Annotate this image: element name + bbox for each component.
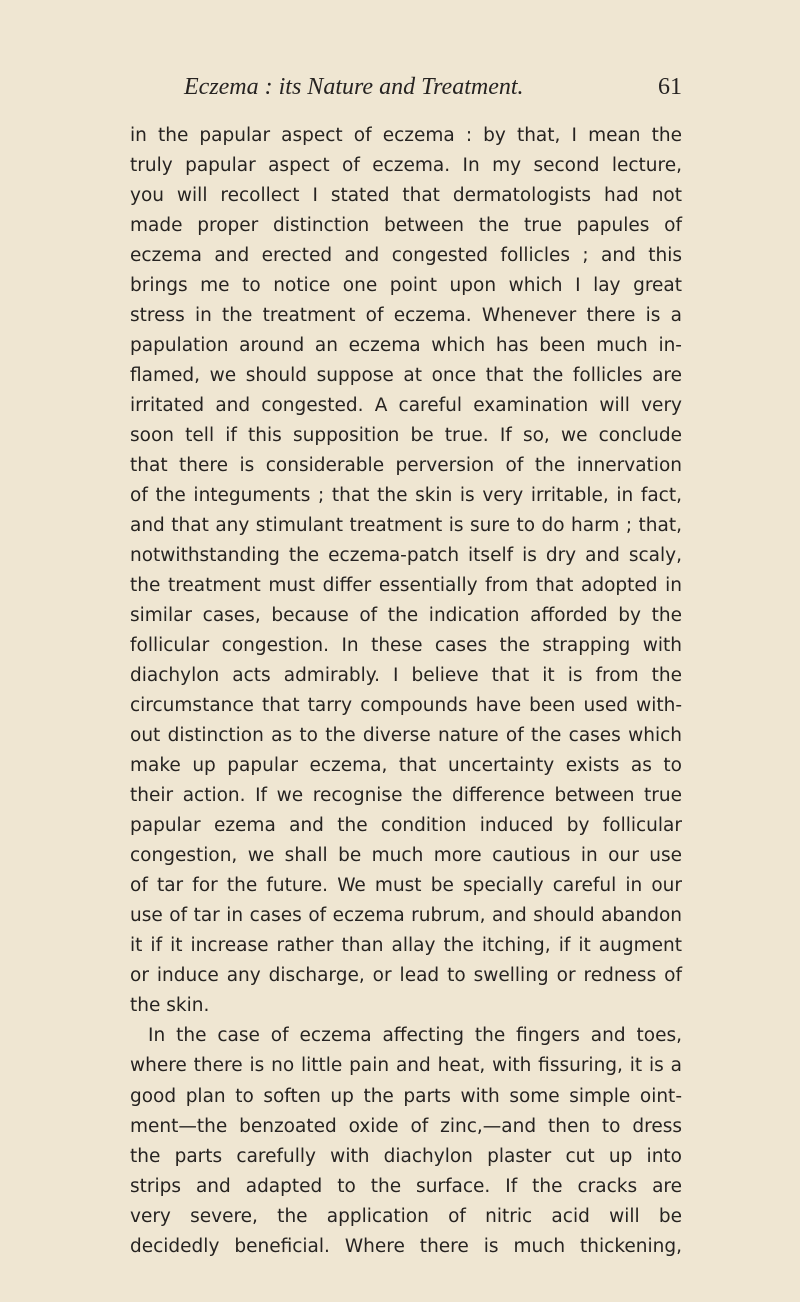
text-line: irritated and congested. A careful examination will very — [130, 395, 682, 417]
text-line: ment—the benzoated oxide of zinc,—and then to dress — [130, 1115, 682, 1137]
text-line: made proper distinction between the true papules of — [130, 215, 682, 237]
text-line: truly papular aspect of eczema. In my second lecture, — [130, 155, 682, 177]
text-line: papulation around an eczema which has been much in- — [130, 335, 682, 357]
text-line: their action. If we recognise the difference between true — [130, 785, 682, 807]
text-line: of the integuments ; that the skin is very irritable, in fact, — [130, 485, 682, 507]
text-line: very severe, the application of nitric acid will be — [130, 1205, 682, 1227]
text-line: good plan to soften up the parts with some simple oint- — [130, 1085, 682, 1107]
text-line: similar cases, because of the indication afforded by the — [130, 605, 682, 627]
text-line: where there is no little pain and heat, with fissuring, it is a — [130, 1055, 682, 1077]
text-line: flamed, we should suppose at once that the follicles are — [130, 365, 682, 387]
text-line: you will recollect I stated that dermatologists had not — [130, 185, 682, 207]
text-line: make up papular eczema, that uncertainty exists as to — [130, 755, 682, 777]
text-line: follicular congestion. In these cases the strapping with — [130, 635, 682, 657]
body-text — [130, 121, 682, 1262]
text-line: it if it increase rather than allay the itching, if it augment — [130, 935, 682, 957]
text-line: in the papular aspect of eczema : by that, I mean the — [130, 125, 682, 146]
text-line: eczema and erected and congested follicles ; and this — [130, 245, 682, 267]
text-line: circumstance that tarry compounds have been used with- — [130, 695, 682, 717]
text-line: decidedly beneficial. Where there is much thickening, — [130, 1235, 682, 1257]
text-line: use of tar in cases of eczema rubrum, and should abandon — [130, 905, 682, 927]
text-line: or induce any discharge, or lead to swelling or redness of — [130, 965, 682, 987]
text-line: out distinction as to the diverse nature of the cases which — [130, 725, 682, 747]
text-line: soon tell if this supposition be true. If so, we conclude — [130, 425, 682, 447]
running-title: Eczema : its Nature and Treatment. — [184, 74, 524, 100]
text-line: notwithstanding the eczema-patch itself is dry and scaly, — [130, 545, 682, 567]
running-header — [184, 72, 682, 102]
text-line: of tar for the future. We must be specially careful in our — [130, 875, 682, 897]
text-line: In the case of eczema affecting the fingers and toes, — [148, 1025, 682, 1047]
text-line: strips and adapted to the surface. If the cracks are — [130, 1175, 682, 1197]
page-number: 61 — [658, 74, 682, 100]
text-line: diachylon acts admirably. I believe that it is from the — [130, 665, 682, 687]
text-line: the skin. — [130, 995, 210, 1017]
text-line: brings me to notice one point upon which I lay great — [130, 275, 682, 297]
text-line: papular ezema and the condition induced by follicular — [130, 815, 682, 837]
text-line: stress in the treatment of eczema. Whenever there is a — [130, 305, 682, 327]
text-line: the parts carefully with diachylon plaster cut up into — [130, 1145, 682, 1167]
text-line: the treatment must differ essentially from that adopted in — [130, 575, 682, 597]
text-line: congestion, we shall be much more cautious in our use — [130, 845, 682, 867]
text-line: and that any stimulant treatment is sure to do harm ; that, — [130, 515, 682, 537]
text-line: that there is considerable perversion of the innervation — [130, 455, 682, 477]
